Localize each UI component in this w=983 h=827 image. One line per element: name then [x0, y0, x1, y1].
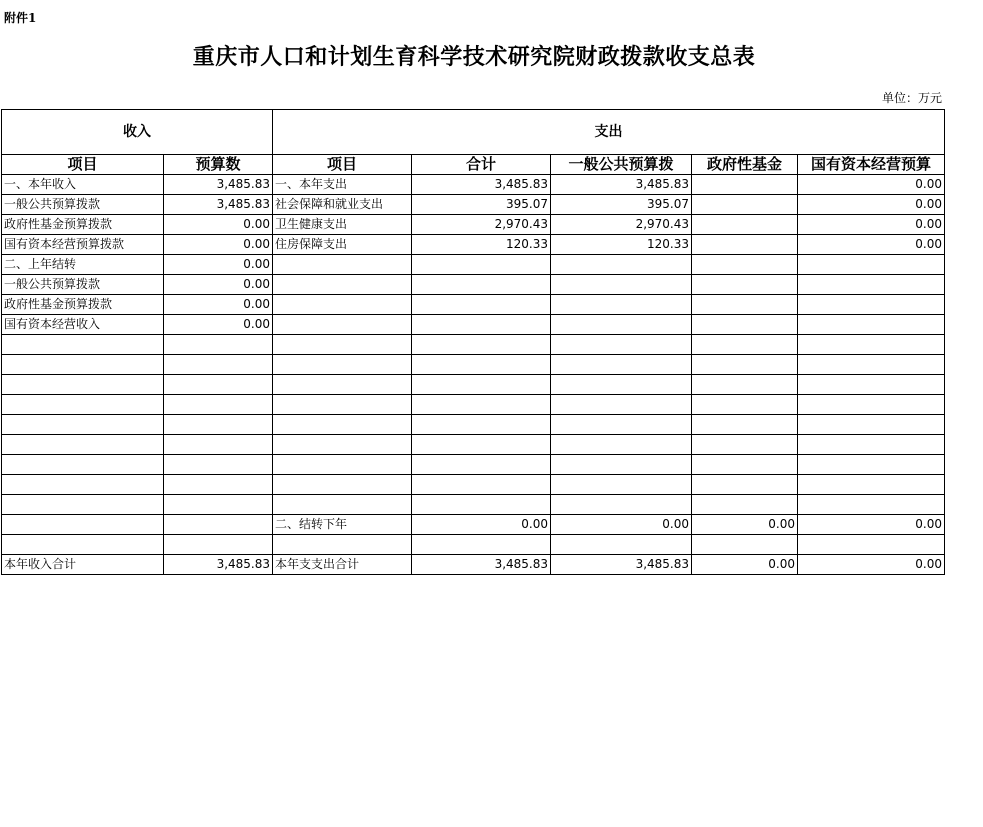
income-budget-cell: [164, 515, 273, 535]
table-row: [2, 215, 945, 235]
expense-item-cell: [273, 475, 412, 495]
income-budget-cell: 3,485.83: [164, 175, 273, 195]
state-capital-cell: [798, 315, 945, 335]
income-item-cell: [2, 335, 164, 355]
income-budget-cell: 0.00: [164, 315, 273, 335]
income-budget-cell: [164, 355, 273, 375]
general-budget-cell: [551, 535, 692, 555]
income-item-cell: [2, 415, 164, 435]
state-capital-cell: [798, 455, 945, 475]
column-header-budget: 预算数: [164, 155, 273, 175]
general-budget-cell: [551, 255, 692, 275]
income-item-cell: 本年收入合计: [2, 555, 164, 575]
state-capital-cell: 0.00: [798, 235, 945, 255]
table-row: [2, 275, 945, 295]
gov-fund-cell: [692, 275, 798, 295]
general-budget-cell: [551, 355, 692, 375]
gov-fund-cell: [692, 455, 798, 475]
gov-fund-cell: [692, 215, 798, 235]
income-item-cell: [2, 495, 164, 515]
table-row: [2, 235, 945, 255]
expense-total-cell: 3,485.83: [412, 175, 551, 195]
expense-total-cell: 395.07: [412, 195, 551, 215]
state-capital-cell: [798, 255, 945, 275]
state-capital-cell: 0.00: [798, 175, 945, 195]
expense-item-cell: [273, 535, 412, 555]
income-budget-cell: [164, 375, 273, 395]
expense-item-cell: [273, 255, 412, 275]
general-budget-cell: [551, 495, 692, 515]
income-budget-cell: [164, 415, 273, 435]
general-budget-cell: [551, 395, 692, 415]
income-item-cell: [2, 535, 164, 555]
table-row: [2, 415, 945, 435]
state-capital-cell: [798, 295, 945, 315]
gov-fund-cell: 0.00: [692, 515, 798, 535]
expense-item-cell: [273, 335, 412, 355]
table-row: [2, 255, 945, 275]
budget-summary-table: [1, 109, 945, 575]
state-capital-cell: [798, 475, 945, 495]
expense-total-cell: [412, 255, 551, 275]
table-row: [2, 535, 945, 555]
state-capital-cell: [798, 395, 945, 415]
expense-item-cell: [273, 275, 412, 295]
gov-fund-cell: [692, 235, 798, 255]
column-header-total: 合计: [412, 155, 551, 175]
state-capital-cell: [798, 275, 945, 295]
table-row: [2, 195, 945, 215]
column-header-row: [2, 155, 945, 175]
state-capital-cell: 0.00: [798, 215, 945, 235]
expense-item-cell: 住房保障支出: [273, 235, 412, 255]
general-budget-cell: [551, 275, 692, 295]
general-budget-cell: 3,485.83: [551, 555, 692, 575]
table-row: [2, 315, 945, 335]
table-row: [2, 355, 945, 375]
expense-item-cell: [273, 315, 412, 335]
general-budget-cell: [551, 295, 692, 315]
income-item-cell: [2, 395, 164, 415]
gov-fund-cell: [692, 355, 798, 375]
expense-section-header: 支出: [273, 110, 945, 155]
income-budget-cell: [164, 435, 273, 455]
expense-total-cell: [412, 295, 551, 315]
income-budget-cell: 0.00: [164, 235, 273, 255]
state-capital-cell: [798, 375, 945, 395]
income-budget-cell: [164, 495, 273, 515]
expense-item-cell: [273, 415, 412, 435]
expense-total-cell: [412, 535, 551, 555]
gov-fund-cell: [692, 295, 798, 315]
general-budget-cell: [551, 335, 692, 355]
expense-total-cell: [412, 315, 551, 335]
income-item-cell: 一、本年收入: [2, 175, 164, 195]
state-capital-cell: [798, 335, 945, 355]
general-budget-cell: 395.07: [551, 195, 692, 215]
general-budget-cell: [551, 415, 692, 435]
section-header-row: [2, 110, 945, 155]
gov-fund-cell: [692, 315, 798, 335]
income-budget-cell: [164, 535, 273, 555]
state-capital-cell: [798, 415, 945, 435]
gov-fund-cell: [692, 175, 798, 195]
income-budget-cell: 0.00: [164, 295, 273, 315]
gov-fund-cell: [692, 435, 798, 455]
income-item-cell: [2, 435, 164, 455]
expense-total-cell: [412, 455, 551, 475]
income-item-cell: [2, 455, 164, 475]
attachment-label: 附件1: [4, 11, 37, 25]
column-header-gov-fund: 政府性基金: [692, 155, 798, 175]
expense-item-cell: 本年支支出合计: [273, 555, 412, 575]
gov-fund-cell: [692, 535, 798, 555]
income-budget-cell: [164, 475, 273, 495]
income-item-cell: 一般公共预算拨款: [2, 275, 164, 295]
gov-fund-cell: 0.00: [692, 555, 798, 575]
income-item-cell: 一般公共预算拨款: [2, 195, 164, 215]
expense-item-cell: [273, 495, 412, 515]
state-capital-cell: [798, 535, 945, 555]
table-row: [2, 455, 945, 475]
gov-fund-cell: [692, 495, 798, 515]
table-row: [2, 375, 945, 395]
expense-total-cell: [412, 435, 551, 455]
expense-item-cell: [273, 355, 412, 375]
gov-fund-cell: [692, 195, 798, 215]
income-item-cell: 政府性基金预算拨款: [2, 215, 164, 235]
expense-total-cell: [412, 335, 551, 355]
expense-item-cell: 一、本年支出: [273, 175, 412, 195]
income-item-cell: [2, 515, 164, 535]
table-row: [2, 435, 945, 455]
expense-total-cell: 3,485.83: [412, 555, 551, 575]
state-capital-cell: 0.00: [798, 515, 945, 535]
expense-item-cell: 卫生健康支出: [273, 215, 412, 235]
column-header-general-budget: 一般公共预算拨: [551, 155, 692, 175]
general-budget-cell: [551, 435, 692, 455]
table-row: [2, 175, 945, 195]
table-row: [2, 475, 945, 495]
expense-total-cell: [412, 275, 551, 295]
income-budget-cell: 3,485.83: [164, 195, 273, 215]
expense-total-cell: [412, 475, 551, 495]
expense-item-cell: [273, 435, 412, 455]
income-budget-cell: 0.00: [164, 255, 273, 275]
expense-item-cell: [273, 295, 412, 315]
gov-fund-cell: [692, 255, 798, 275]
gov-fund-cell: [692, 335, 798, 355]
income-budget-cell: 3,485.83: [164, 555, 273, 575]
expense-item-cell: [273, 455, 412, 475]
income-section-header: 收入: [2, 110, 273, 155]
gov-fund-cell: [692, 415, 798, 435]
expense-total-cell: 2,970.43: [412, 215, 551, 235]
table-row: [2, 495, 945, 515]
table-row: [2, 395, 945, 415]
general-budget-cell: 2,970.43: [551, 215, 692, 235]
expense-total-cell: 0.00: [412, 515, 551, 535]
expense-total-cell: [412, 415, 551, 435]
general-budget-cell: [551, 475, 692, 495]
state-capital-cell: [798, 495, 945, 515]
expense-total-cell: [412, 395, 551, 415]
state-capital-cell: [798, 355, 945, 375]
gov-fund-cell: [692, 375, 798, 395]
income-item-cell: 国有资本经营预算拨款: [2, 235, 164, 255]
column-header-expense-item: 项目: [273, 155, 412, 175]
income-item-cell: 国有资本经营收入: [2, 315, 164, 335]
income-item-cell: [2, 375, 164, 395]
state-capital-cell: 0.00: [798, 195, 945, 215]
column-header-state-capital: 国有资本经营预算: [798, 155, 945, 175]
column-header-income-item: 项目: [2, 155, 164, 175]
expense-total-cell: [412, 375, 551, 395]
expense-item-cell: [273, 395, 412, 415]
table-row: [2, 335, 945, 355]
income-budget-cell: [164, 335, 273, 355]
expense-total-cell: [412, 355, 551, 375]
general-budget-cell: [551, 375, 692, 395]
income-item-cell: 政府性基金预算拨款: [2, 295, 164, 315]
table-row: [2, 515, 945, 535]
table-row: [2, 295, 945, 315]
expense-item-cell: 社会保障和就业支出: [273, 195, 412, 215]
expense-item-cell: 二、结转下年: [273, 515, 412, 535]
general-budget-cell: 3,485.83: [551, 175, 692, 195]
income-item-cell: 二、上年结转: [2, 255, 164, 275]
income-budget-cell: 0.00: [164, 275, 273, 295]
income-item-cell: [2, 355, 164, 375]
expense-total-cell: 120.33: [412, 235, 551, 255]
general-budget-cell: 120.33: [551, 235, 692, 255]
general-budget-cell: [551, 315, 692, 335]
expense-total-cell: [412, 495, 551, 515]
gov-fund-cell: [692, 475, 798, 495]
gov-fund-cell: [692, 395, 798, 415]
page-title: 重庆市人口和计划生育科学技术研究院财政拨款收支总表: [192, 44, 756, 70]
general-budget-cell: 0.00: [551, 515, 692, 535]
unit-label: 单位：万元: [881, 91, 942, 105]
state-capital-cell: [798, 435, 945, 455]
income-item-cell: [2, 475, 164, 495]
state-capital-cell: 0.00: [798, 555, 945, 575]
income-budget-cell: 0.00: [164, 215, 273, 235]
income-budget-cell: [164, 455, 273, 475]
general-budget-cell: [551, 455, 692, 475]
income-budget-cell: [164, 395, 273, 415]
table-row: [2, 555, 945, 575]
expense-item-cell: [273, 375, 412, 395]
